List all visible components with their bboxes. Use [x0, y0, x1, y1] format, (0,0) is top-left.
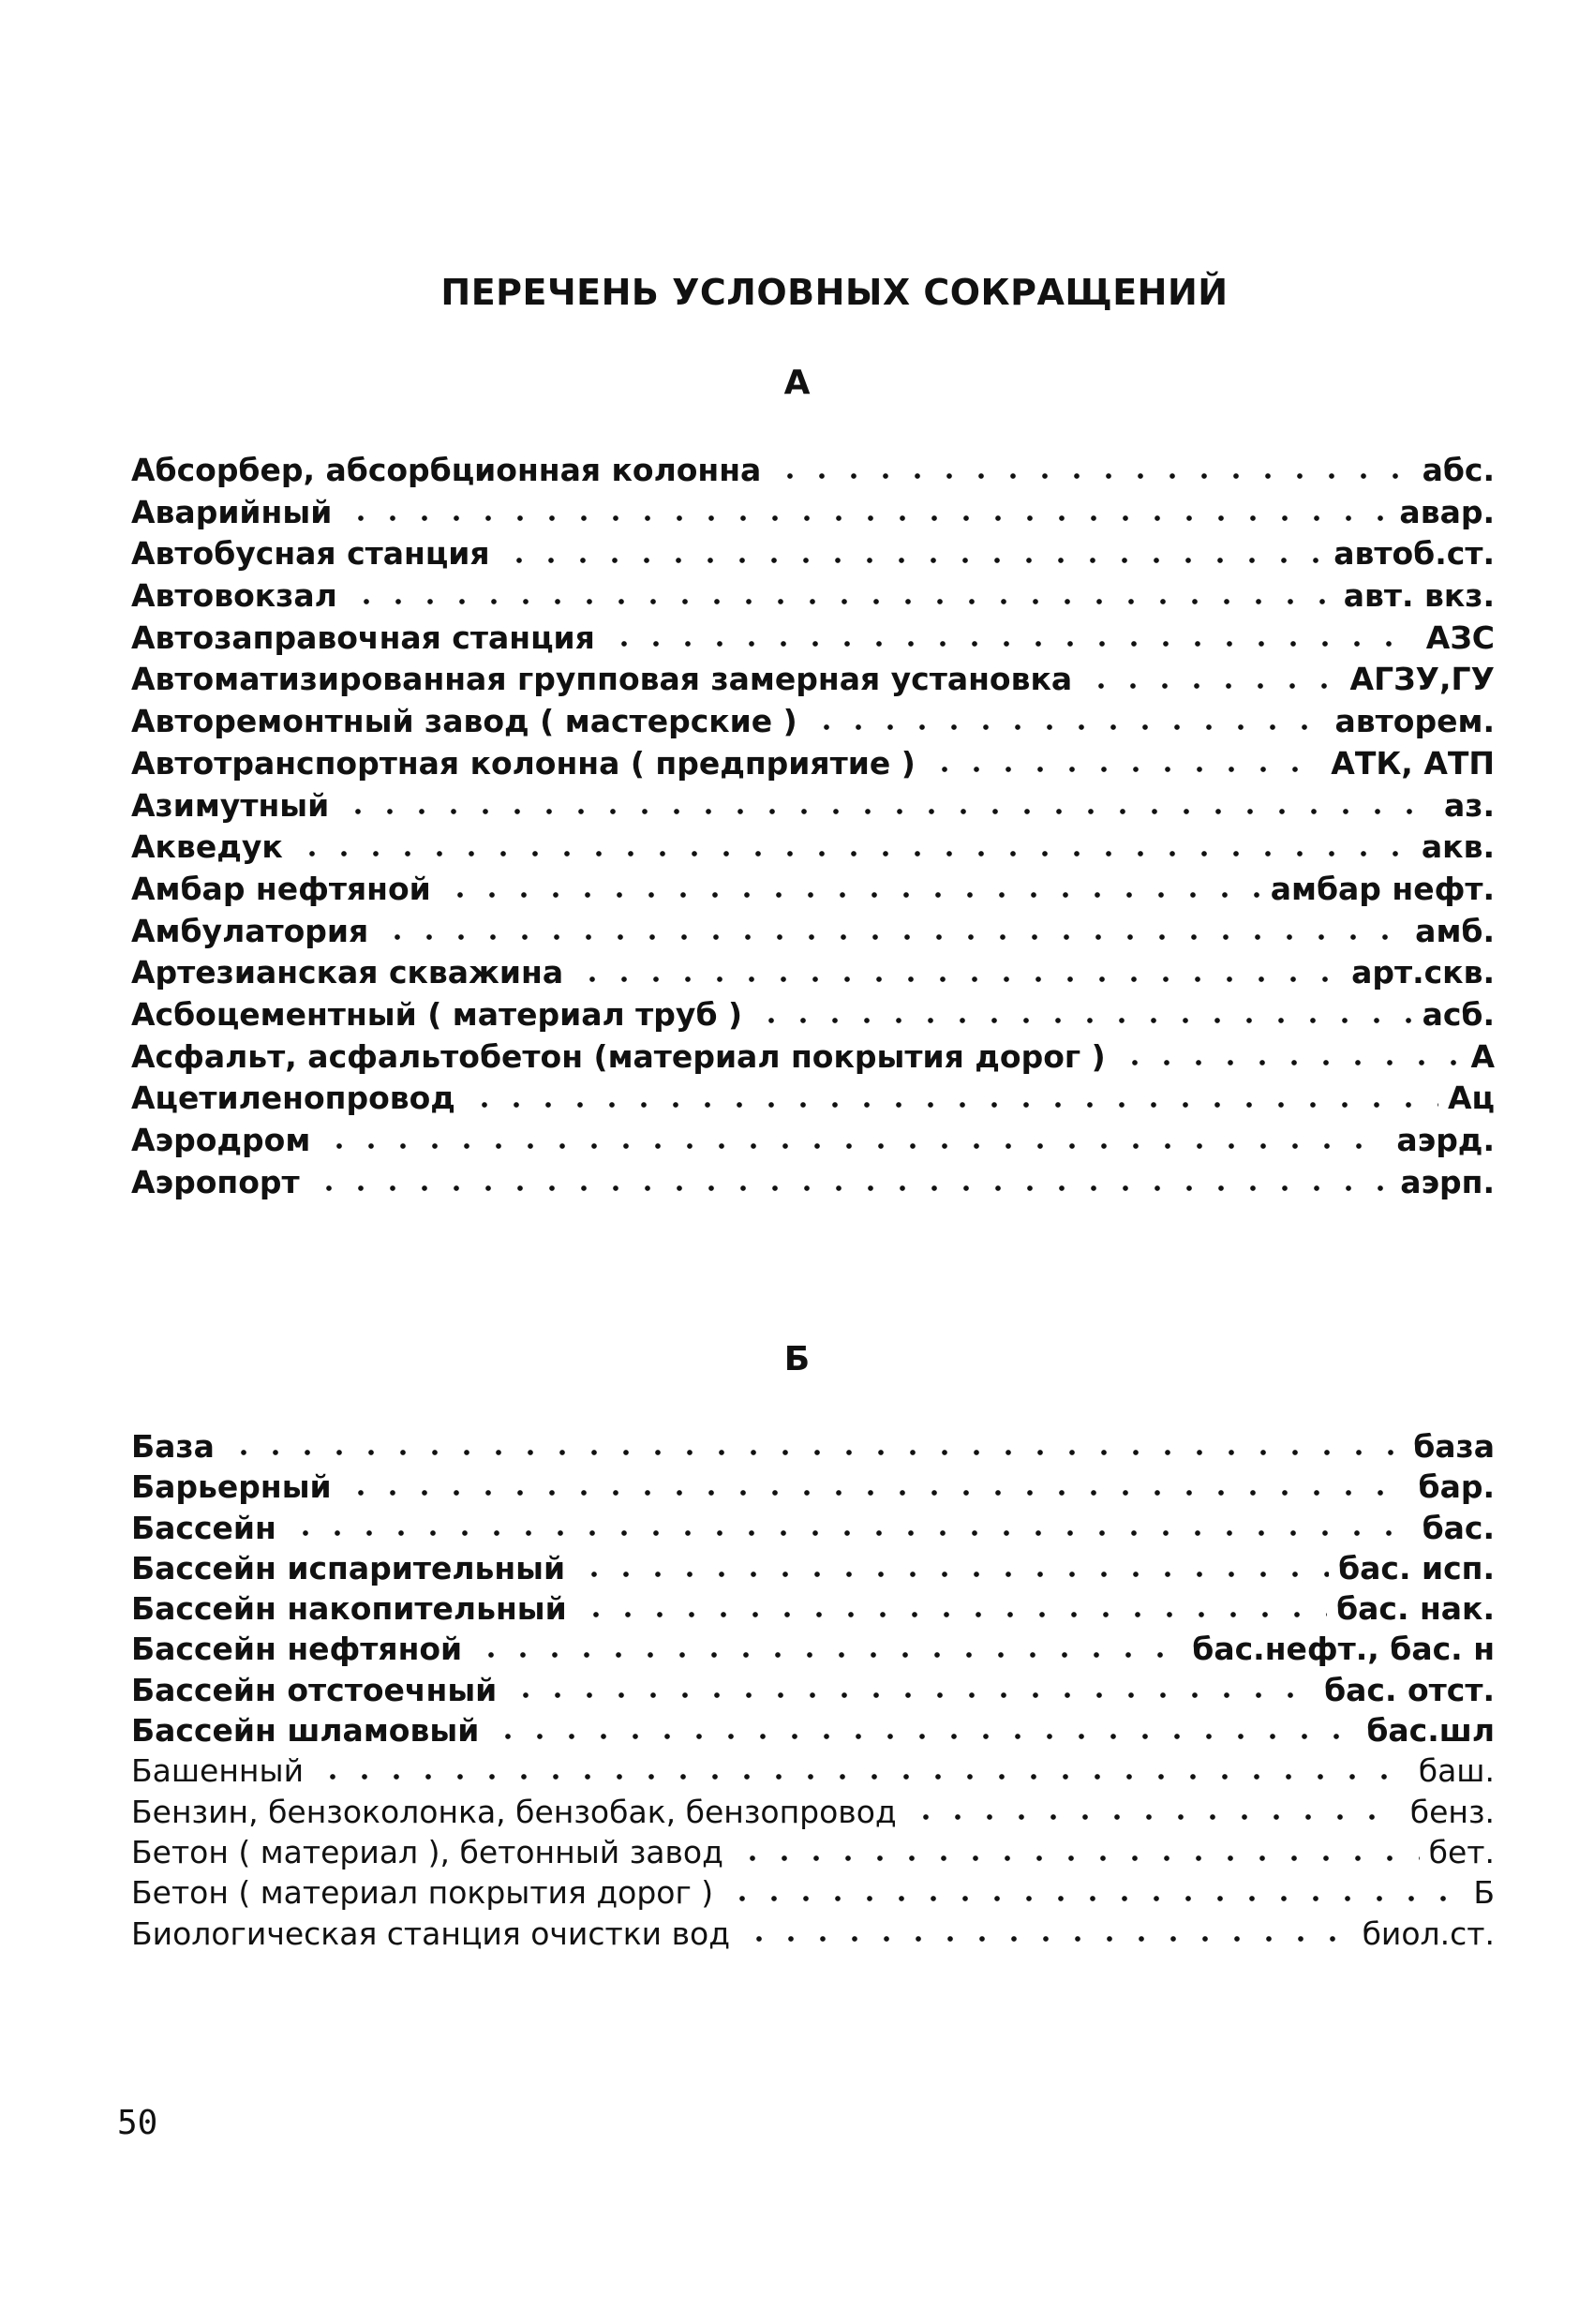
entry-term: Бетон ( материал покрытия дорог ) [131, 1874, 714, 1912]
entry-term: Аэропорт [131, 1163, 300, 1200]
entry-abbreviation: авар. [1399, 493, 1495, 530]
list-item [131, 1122, 1495, 1164]
dot-leader [739, 1929, 1353, 1942]
dot-leader [925, 759, 1321, 772]
entry-abbreviation: аэрд. [1396, 1122, 1495, 1158]
entry-abbreviation: абс. [1422, 452, 1495, 488]
entry-abbreviation: асб. [1422, 995, 1495, 1033]
entry-abbreviation: Б [1473, 1874, 1495, 1912]
list-item [131, 1794, 1495, 1834]
list-item [131, 1550, 1495, 1590]
entries-list-b [131, 1428, 1495, 1956]
entry-abbreviation: бар. [1418, 1468, 1495, 1506]
entry-abbreviation: амб. [1415, 912, 1495, 949]
entry-term: Автоматизированная групповая замерная установка [131, 661, 1073, 698]
entry-term: Бассейн отстоечный [131, 1671, 498, 1708]
dot-leader [440, 885, 1261, 898]
entry-abbreviation: АТК, АТП [1331, 744, 1495, 782]
entry-term: Бассейн накопительный [131, 1590, 567, 1628]
entry-term: Автобусная станция [131, 535, 490, 573]
dot-leader [347, 591, 1334, 604]
list-item [131, 1672, 1495, 1712]
list-item [131, 1915, 1495, 1956]
section-letter-a: А [783, 364, 811, 402]
list-item [131, 1752, 1495, 1793]
dot-leader [341, 1482, 1409, 1496]
entry-abbreviation: бас. [1422, 1509, 1495, 1546]
entry-term: Абсорбер, абсорбционная колонна [131, 452, 762, 488]
dot-leader [1081, 676, 1340, 689]
list-item [131, 494, 1495, 536]
entry-term: Бетон ( материал ), бетонный завод [131, 1833, 723, 1870]
entry-abbreviation: бас. нак. [1336, 1590, 1495, 1628]
entry-term: Автотранспортная колонна ( предприятие ) [131, 744, 916, 782]
list-item [131, 871, 1495, 913]
entry-abbreviation: Ац [1448, 1080, 1495, 1117]
entry-term: Бассейн шламовый [131, 1712, 480, 1750]
dot-leader [576, 1604, 1327, 1617]
entry-abbreviation: А [1470, 1037, 1495, 1075]
list-item [131, 1468, 1495, 1509]
entry-abbreviation: бас. исп. [1338, 1549, 1495, 1587]
entry-abbreviation: бас. отст. [1324, 1671, 1495, 1708]
entry-abbreviation: бет. [1428, 1833, 1495, 1870]
dot-leader [770, 466, 1412, 479]
list-item [131, 1712, 1495, 1752]
entry-abbreviation: бенз. [1409, 1793, 1495, 1830]
dot-leader [378, 927, 1406, 940]
entry-abbreviation: автоб.ст. [1333, 535, 1495, 573]
entry-term: Асфальт, асфальтобетон (материал покрытия дорог ) [131, 1037, 1106, 1075]
dot-leader [338, 801, 1435, 814]
entry-term: Барьерный [131, 1468, 332, 1506]
entry-term: Амбар нефтяной [131, 870, 431, 907]
entry-abbreviation: авт. вкз. [1343, 577, 1495, 615]
page-number: 50 [117, 2104, 158, 2142]
list-item [131, 1874, 1495, 1914]
dot-leader [1115, 1052, 1462, 1065]
dot-leader [341, 508, 1390, 521]
dot-leader [807, 717, 1326, 730]
dot-leader [313, 1766, 1409, 1780]
entry-term: Бензин, бензоколонка, бензобак, бензопровод [131, 1793, 897, 1830]
list-item [131, 1590, 1495, 1631]
list-item [131, 577, 1495, 619]
dot-leader [573, 969, 1342, 982]
dot-leader [752, 1010, 1413, 1023]
entry-term: Биологическая станция очистки вод [131, 1914, 731, 1952]
entry-abbreviation: акв. [1421, 828, 1495, 866]
list-item [131, 619, 1495, 662]
dot-leader [733, 1848, 1420, 1861]
list-item [131, 745, 1495, 787]
dot-leader [604, 633, 1417, 647]
dot-leader [906, 1807, 1401, 1820]
list-item [131, 661, 1495, 703]
entry-term: Автовокзал [131, 577, 337, 615]
dot-leader [574, 1564, 1329, 1577]
dot-leader [292, 843, 1412, 857]
entry-abbreviation: бас.нефт., бас. н [1192, 1631, 1495, 1668]
list-item [131, 787, 1495, 829]
entries-list-a [131, 452, 1495, 1205]
section-letter-b: Б [783, 1340, 811, 1378]
entry-abbreviation: база [1413, 1428, 1495, 1465]
list-item [131, 954, 1495, 996]
entry-abbreviation: бас.шл [1366, 1712, 1495, 1750]
list-item [131, 703, 1495, 745]
entry-term: Бассейн [131, 1509, 276, 1546]
entry-term: Ацетиленопровод [131, 1080, 455, 1117]
dot-leader [723, 1888, 1464, 1901]
list-item [131, 1428, 1495, 1468]
entry-abbreviation: АГЗУ,ГУ [1349, 661, 1495, 698]
list-item [131, 1510, 1495, 1550]
entry-abbreviation: амбар нефт. [1270, 870, 1495, 907]
entry-abbreviation: аэрп. [1400, 1163, 1495, 1200]
dot-leader [320, 1136, 1387, 1149]
entry-term: Амбулатория [131, 912, 369, 949]
list-item [131, 996, 1495, 1038]
entry-term: Бассейн нефтяной [131, 1631, 463, 1668]
entry-term: Азимутный [131, 786, 330, 824]
dot-leader [506, 1685, 1315, 1698]
dot-leader [471, 1645, 1183, 1658]
entry-term: Автозаправочная станция [131, 618, 595, 656]
dot-leader [488, 1726, 1357, 1739]
list-item [131, 1164, 1495, 1206]
list-item [131, 1834, 1495, 1874]
entry-term: База [131, 1428, 215, 1465]
list-item [131, 452, 1495, 494]
entry-abbreviation: авторем. [1334, 703, 1495, 740]
entry-abbreviation: баш. [1418, 1752, 1495, 1790]
list-item [131, 913, 1495, 955]
list-item [131, 1080, 1495, 1122]
entry-abbreviation: аз. [1444, 786, 1495, 824]
entry-term: Аэродром [131, 1122, 311, 1158]
entry-abbreviation: арт.скв. [1351, 954, 1495, 991]
entry-term: Акведук [131, 828, 283, 866]
entry-abbreviation: биол.ст. [1362, 1914, 1495, 1952]
entry-abbreviation: АЗС [1425, 618, 1495, 656]
dot-leader [465, 1095, 1438, 1108]
entry-term: Артезианская скважина [131, 954, 564, 991]
page-title: ПЕРЕЧЕНЬ УСЛОВНЫХ СОКРАЩЕНИЙ [440, 272, 1229, 313]
list-item [131, 1631, 1495, 1671]
dot-leader [309, 1178, 1392, 1191]
entry-term: Авторемонтный завод ( мастерские ) [131, 703, 797, 740]
entry-term: Асбоцементный ( материал труб ) [131, 995, 743, 1033]
dot-leader [499, 550, 1325, 563]
list-item [131, 1038, 1495, 1080]
dot-leader [224, 1442, 1404, 1455]
list-item [131, 535, 1495, 577]
entry-term: Башенный [131, 1752, 305, 1790]
entry-term: Бассейн испарительный [131, 1549, 566, 1587]
dot-leader [286, 1523, 1413, 1536]
list-item [131, 828, 1495, 871]
entry-term: Аварийный [131, 493, 333, 530]
